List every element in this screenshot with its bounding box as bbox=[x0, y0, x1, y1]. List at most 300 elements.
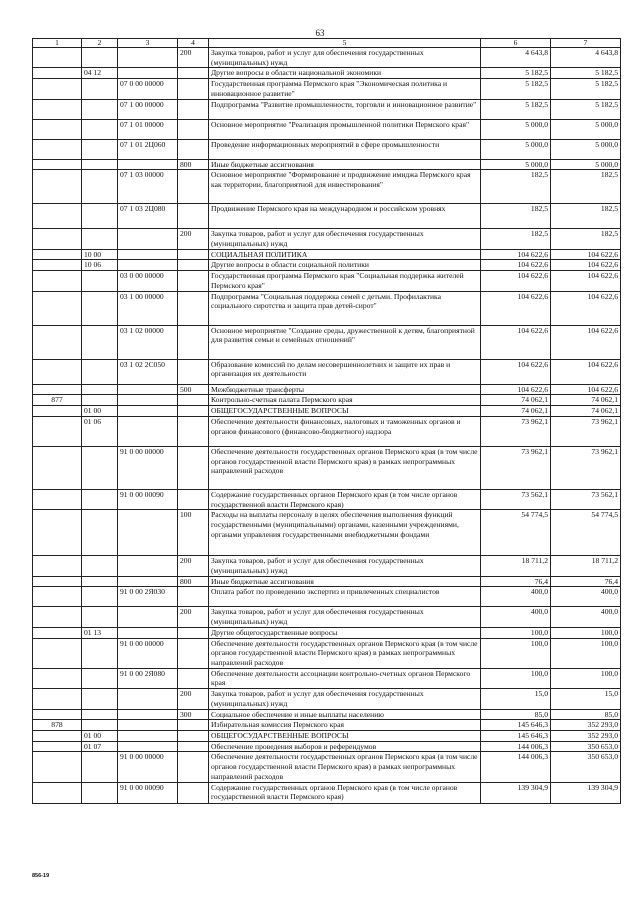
cell-col7: 15,0 bbox=[551, 689, 621, 709]
cell-col3 bbox=[118, 159, 178, 170]
cell-col5: Избирательная комиссия Пермского края bbox=[209, 720, 481, 731]
cell-col1 bbox=[33, 68, 82, 79]
cell-col7: 182,5 bbox=[551, 229, 621, 249]
cell-col6: 104 622,6 bbox=[481, 325, 551, 359]
cell-col6: 144 006,3 bbox=[481, 741, 551, 752]
cell-col6: 100,0 bbox=[481, 627, 551, 638]
cell-col4: 200 bbox=[178, 556, 209, 576]
cell-col3 bbox=[118, 627, 178, 638]
cell-col3: 07 0 00 00000 bbox=[118, 79, 178, 99]
cell-col1 bbox=[33, 406, 82, 417]
cell-col5: Иные бюджетные ассигнования bbox=[209, 576, 481, 587]
cell-col3: 91 0 00 00000 bbox=[118, 752, 178, 782]
table-row bbox=[33, 79, 621, 99]
cell-col6: 104 622,6 bbox=[481, 359, 551, 384]
table-row bbox=[33, 170, 621, 204]
cell-col3: 91 0 00 00090 bbox=[118, 782, 178, 803]
table-row bbox=[33, 249, 621, 260]
cell-col6: 73 562,1 bbox=[481, 489, 551, 509]
cell-col6: 4 643,8 bbox=[481, 48, 551, 68]
cell-col7: 73 962,1 bbox=[551, 416, 621, 446]
budget-table bbox=[32, 38, 621, 804]
cell-col7: 104 622,6 bbox=[551, 325, 621, 359]
cell-col6: 5 000,0 bbox=[481, 159, 551, 170]
cell-col1 bbox=[33, 607, 82, 627]
cell-col2 bbox=[82, 291, 118, 325]
table-row bbox=[33, 99, 621, 119]
cell-col2 bbox=[82, 159, 118, 170]
cell-col6: 15,0 bbox=[481, 689, 551, 709]
cell-col5: Закупка товаров, работ и услуг для обеспечения государственных (муниципальных) нужд bbox=[209, 229, 481, 249]
cell-col7: 100,0 bbox=[551, 627, 621, 638]
cell-col5: Другие вопросы в области социальной политики bbox=[209, 260, 481, 271]
cell-col1 bbox=[33, 384, 82, 395]
cell-col6: 182,5 bbox=[481, 170, 551, 204]
cell-col7: 350 653,0 bbox=[551, 741, 621, 752]
cell-col5: Основное мероприятие "Формирование и продвижение имиджа Пермского края как территории, благоприятной для инвестирования" bbox=[209, 170, 481, 204]
cell-col7: 182,5 bbox=[551, 204, 621, 229]
cell-col7: 5 182,5 bbox=[551, 79, 621, 99]
cell-col3 bbox=[118, 741, 178, 752]
header-cell: 7 bbox=[551, 39, 621, 48]
cell-col4 bbox=[178, 170, 209, 204]
table-row bbox=[33, 607, 621, 627]
cell-col3: 03 1 02 2С050 bbox=[118, 359, 178, 384]
cell-col2: 10 00 bbox=[82, 249, 118, 260]
cell-col3 bbox=[118, 229, 178, 249]
cell-col1 bbox=[33, 709, 82, 720]
cell-col5: Основное мероприятие "Реализация промышленной политики Пермского края" bbox=[209, 119, 481, 139]
cell-col2 bbox=[82, 229, 118, 249]
cell-col1 bbox=[33, 139, 82, 159]
table-row bbox=[33, 48, 621, 68]
cell-col6: 54 774,5 bbox=[481, 510, 551, 556]
cell-col7: 352 293,0 bbox=[551, 720, 621, 731]
cell-col4: 500 bbox=[178, 384, 209, 395]
cell-col2 bbox=[82, 489, 118, 509]
cell-col1 bbox=[33, 731, 82, 742]
cell-col7: 400,0 bbox=[551, 587, 621, 607]
cell-col4 bbox=[178, 627, 209, 638]
cell-col4 bbox=[178, 271, 209, 291]
cell-col2 bbox=[82, 139, 118, 159]
cell-col4: 800 bbox=[178, 159, 209, 170]
cell-col7: 73 562,1 bbox=[551, 489, 621, 509]
cell-col1 bbox=[33, 416, 82, 446]
cell-col7: 5 000,0 bbox=[551, 119, 621, 139]
cell-col7: 104 622,6 bbox=[551, 260, 621, 271]
cell-col7: 74 062,1 bbox=[551, 395, 621, 406]
cell-col7: 352 293,0 bbox=[551, 731, 621, 742]
cell-col1 bbox=[33, 249, 82, 260]
cell-col1 bbox=[33, 159, 82, 170]
cell-col2 bbox=[82, 556, 118, 576]
cell-col2 bbox=[82, 119, 118, 139]
cell-col4 bbox=[178, 720, 209, 731]
cell-col3 bbox=[118, 556, 178, 576]
cell-col4 bbox=[178, 489, 209, 509]
header-cell: 2 bbox=[82, 39, 118, 48]
cell-col3: 07 1 03 2Ц080 bbox=[118, 204, 178, 229]
cell-col3 bbox=[118, 576, 178, 587]
table-row bbox=[33, 782, 621, 803]
cell-col4 bbox=[178, 291, 209, 325]
cell-col1 bbox=[33, 325, 82, 359]
cell-col2 bbox=[82, 359, 118, 384]
table-row bbox=[33, 406, 621, 417]
cell-col3 bbox=[118, 720, 178, 731]
cell-col6: 104 622,6 bbox=[481, 249, 551, 260]
cell-col5: Закупка товаров, работ и услуг для обеспечения государственных (муниципальных) нужд bbox=[209, 556, 481, 576]
cell-col1: 877 bbox=[33, 395, 82, 406]
cell-col3 bbox=[118, 709, 178, 720]
cell-col3 bbox=[118, 68, 178, 79]
cell-col2 bbox=[82, 204, 118, 229]
cell-col1 bbox=[33, 271, 82, 291]
cell-col2 bbox=[82, 689, 118, 709]
table-row bbox=[33, 271, 621, 291]
cell-col4 bbox=[178, 406, 209, 417]
table-row bbox=[33, 68, 621, 79]
cell-col7: 104 622,6 bbox=[551, 271, 621, 291]
cell-col5: Другие вопросы в области национальной экономики bbox=[209, 68, 481, 79]
cell-col6: 73 962,1 bbox=[481, 416, 551, 446]
cell-col4 bbox=[178, 325, 209, 359]
cell-col5: Закупка товаров, работ и услуг для обеспечения государственных (муниципальных) нужд bbox=[209, 48, 481, 68]
cell-col7: 100,0 bbox=[551, 638, 621, 668]
cell-col1 bbox=[33, 119, 82, 139]
cell-col4 bbox=[178, 638, 209, 668]
cell-col6: 104 622,6 bbox=[481, 291, 551, 325]
table-row bbox=[33, 709, 621, 720]
cell-col2 bbox=[82, 170, 118, 204]
cell-col4: 300 bbox=[178, 709, 209, 720]
table-row bbox=[33, 204, 621, 229]
cell-col5: Содержание государственных органов Пермского края (в том числе органов государственной власти Пермского края) bbox=[209, 489, 481, 509]
cell-col4 bbox=[178, 99, 209, 119]
cell-col4 bbox=[178, 204, 209, 229]
header-row bbox=[33, 39, 621, 48]
table-row bbox=[33, 119, 621, 139]
table-row bbox=[33, 638, 621, 668]
table-row bbox=[33, 416, 621, 446]
cell-col2: 01 00 bbox=[82, 406, 118, 417]
cell-col7: 5 000,0 bbox=[551, 139, 621, 159]
cell-col5: Обеспечение деятельности государственных органов Пермского края (в том числе органов государственной власти Пермского края) в рамках непрограммных направлений расходов bbox=[209, 638, 481, 668]
table-row bbox=[33, 359, 621, 384]
cell-col4: 200 bbox=[178, 689, 209, 709]
table-row bbox=[33, 139, 621, 159]
cell-col4 bbox=[178, 359, 209, 384]
cell-col5: Обеспечение проведения выборов и референдумов bbox=[209, 741, 481, 752]
cell-col7: 104 622,6 bbox=[551, 359, 621, 384]
cell-col7: 85,0 bbox=[551, 709, 621, 720]
cell-col5: Проведение информационных мероприятий в сфере промышленности bbox=[209, 139, 481, 159]
table-row bbox=[33, 720, 621, 731]
cell-col7: 400,0 bbox=[551, 607, 621, 627]
cell-col6: 400,0 bbox=[481, 607, 551, 627]
cell-col6: 400,0 bbox=[481, 587, 551, 607]
cell-col3 bbox=[118, 260, 178, 271]
cell-col1: 878 bbox=[33, 720, 82, 731]
cell-col6: 74 062,1 bbox=[481, 406, 551, 417]
cell-col3 bbox=[118, 48, 178, 68]
cell-col4 bbox=[178, 260, 209, 271]
cell-col1 bbox=[33, 489, 82, 509]
cell-col7: 18 711,2 bbox=[551, 556, 621, 576]
cell-col2 bbox=[82, 384, 118, 395]
cell-col2: 10 06 bbox=[82, 260, 118, 271]
cell-col3 bbox=[118, 406, 178, 417]
cell-col7: 76,4 bbox=[551, 576, 621, 587]
cell-col1 bbox=[33, 48, 82, 68]
header-cell: 5 bbox=[209, 39, 481, 48]
table-row bbox=[33, 446, 621, 489]
cell-col1 bbox=[33, 627, 82, 638]
cell-col3 bbox=[118, 731, 178, 742]
cell-col6: 5 182,5 bbox=[481, 68, 551, 79]
cell-col5: Закупка товаров, работ и услуг для обеспечения государственных (муниципальных) нужд bbox=[209, 689, 481, 709]
cell-col3 bbox=[118, 510, 178, 556]
cell-col5: Межбюджетные трансферты bbox=[209, 384, 481, 395]
cell-col2 bbox=[82, 79, 118, 99]
cell-col2 bbox=[82, 668, 118, 688]
cell-col7: 104 622,6 bbox=[551, 249, 621, 260]
cell-col5: Обеспечение деятельности государственных органов Пермского края (в том числе органов государственной власти Пермского края) в рамках непрограммных направлений расходов bbox=[209, 446, 481, 489]
cell-col3: 07 1 01 00000 bbox=[118, 119, 178, 139]
cell-col4 bbox=[178, 446, 209, 489]
table-row bbox=[33, 291, 621, 325]
cell-col4: 100 bbox=[178, 510, 209, 556]
table-row bbox=[33, 627, 621, 638]
cell-col3: 03 1 00 00000 bbox=[118, 291, 178, 325]
cell-col7: 104 622,6 bbox=[551, 384, 621, 395]
cell-col2 bbox=[82, 446, 118, 489]
cell-col2 bbox=[82, 752, 118, 782]
cell-col7: 5 182,5 bbox=[551, 99, 621, 119]
cell-col2 bbox=[82, 99, 118, 119]
cell-col6: 144 006,3 bbox=[481, 752, 551, 782]
table-row bbox=[33, 260, 621, 271]
cell-col3: 03 1 02 00000 bbox=[118, 325, 178, 359]
cell-col4 bbox=[178, 782, 209, 803]
cell-col5: СОЦИАЛЬНАЯ ПОЛИТИКА bbox=[209, 249, 481, 260]
cell-col6: 145 646,3 bbox=[481, 731, 551, 742]
cell-col1 bbox=[33, 79, 82, 99]
table-row bbox=[33, 741, 621, 752]
cell-col3 bbox=[118, 689, 178, 709]
cell-col2: 01 13 bbox=[82, 627, 118, 638]
cell-col6: 104 622,6 bbox=[481, 260, 551, 271]
table-row bbox=[33, 325, 621, 359]
cell-col5: Государственная программа Пермского края "Экономическая политика и инновационное развитие" bbox=[209, 79, 481, 99]
cell-col2 bbox=[82, 709, 118, 720]
cell-col1 bbox=[33, 782, 82, 803]
cell-col3: 91 0 00 00000 bbox=[118, 638, 178, 668]
table-row bbox=[33, 587, 621, 607]
cell-col4 bbox=[178, 79, 209, 99]
cell-col3: 91 0 00 00090 bbox=[118, 489, 178, 509]
cell-col5: Социальное обеспечение и иные выплаты населению bbox=[209, 709, 481, 720]
cell-col4 bbox=[178, 249, 209, 260]
cell-col6: 73 962,1 bbox=[481, 446, 551, 489]
cell-col6: 100,0 bbox=[481, 638, 551, 668]
cell-col7: 139 304,9 bbox=[551, 782, 621, 803]
table-row bbox=[33, 556, 621, 576]
cell-col7: 4 643,8 bbox=[551, 48, 621, 68]
cell-col6: 100,0 bbox=[481, 668, 551, 688]
cell-col5: ОБЩЕГОСУДАРСТВЕННЫЕ ВОПРОСЫ bbox=[209, 731, 481, 742]
header-cell: 3 bbox=[118, 39, 178, 48]
cell-col5: Расходы на выплаты персоналу в целях обеспечения выполнения функций государственными (муниципальными) органами, казенными учреждениями, органами управления государственными внебюджетными фондами bbox=[209, 510, 481, 556]
cell-col3: 03 0 00 00000 bbox=[118, 271, 178, 291]
table-row bbox=[33, 510, 621, 556]
cell-col7: 5 182,5 bbox=[551, 68, 621, 79]
cell-col6: 139 304,9 bbox=[481, 782, 551, 803]
cell-col6: 145 646,3 bbox=[481, 720, 551, 731]
cell-col6: 182,5 bbox=[481, 204, 551, 229]
cell-col3: 07 1 03 00000 bbox=[118, 170, 178, 204]
cell-col5: Иные бюджетные ассигнования bbox=[209, 159, 481, 170]
cell-col6: 5 182,5 bbox=[481, 79, 551, 99]
cell-col1 bbox=[33, 668, 82, 688]
cell-col2: 01 06 bbox=[82, 416, 118, 446]
cell-col1 bbox=[33, 638, 82, 668]
cell-col1 bbox=[33, 587, 82, 607]
cell-col1 bbox=[33, 446, 82, 489]
cell-col5: Контрольно-счетная палата Пермского края bbox=[209, 395, 481, 406]
cell-col3: 91 0 00 00000 bbox=[118, 446, 178, 489]
cell-col6: 18 711,2 bbox=[481, 556, 551, 576]
cell-col7: 100,0 bbox=[551, 668, 621, 688]
cell-col5: Основное мероприятие "Создание среды, дружественной к детям, благоприятной для развития семьи и семейных отношений" bbox=[209, 325, 481, 359]
cell-col1 bbox=[33, 291, 82, 325]
cell-col2 bbox=[82, 587, 118, 607]
cell-col3: 91 0 00 2Я030 bbox=[118, 587, 178, 607]
table-row bbox=[33, 668, 621, 688]
cell-col1 bbox=[33, 510, 82, 556]
cell-col1 bbox=[33, 576, 82, 587]
cell-col3 bbox=[118, 416, 178, 446]
cell-col5: Оплата работ по проведению экспертиз и привлеченных специалистов bbox=[209, 587, 481, 607]
cell-col3 bbox=[118, 395, 178, 406]
cell-col6: 182,5 bbox=[481, 229, 551, 249]
table-row bbox=[33, 752, 621, 782]
cell-col2 bbox=[82, 325, 118, 359]
cell-col3 bbox=[118, 384, 178, 395]
cell-col3: 07 1 01 2Ц060 bbox=[118, 139, 178, 159]
cell-col2 bbox=[82, 48, 118, 68]
table-row bbox=[33, 576, 621, 587]
cell-col1 bbox=[33, 359, 82, 384]
cell-col4: 200 bbox=[178, 607, 209, 627]
table-row bbox=[33, 489, 621, 509]
table-row bbox=[33, 395, 621, 406]
cell-col2 bbox=[82, 395, 118, 406]
cell-col5: ОБЩЕГОСУДАРСТВЕННЫЕ ВОПРОСЫ bbox=[209, 406, 481, 417]
cell-col4: 200 bbox=[178, 48, 209, 68]
cell-col6: 5 000,0 bbox=[481, 139, 551, 159]
cell-col3: 07 1 00 00000 bbox=[118, 99, 178, 119]
cell-col5: Содержание государственных органов Пермского края (в том числе органов государственной власти Пермского края) bbox=[209, 782, 481, 803]
cell-col7: 350 653,0 bbox=[551, 752, 621, 782]
cell-col1 bbox=[33, 204, 82, 229]
cell-col2: 01 00 bbox=[82, 731, 118, 742]
header-cell: 1 bbox=[33, 39, 82, 48]
cell-col2 bbox=[82, 782, 118, 803]
table-row bbox=[33, 731, 621, 742]
cell-col7: 74 062,1 bbox=[551, 406, 621, 417]
cell-col2 bbox=[82, 720, 118, 731]
cell-col7: 54 774,5 bbox=[551, 510, 621, 556]
cell-col4 bbox=[178, 416, 209, 446]
cell-col7: 73 962,1 bbox=[551, 446, 621, 489]
cell-col4 bbox=[178, 741, 209, 752]
cell-col7: 104 622,6 bbox=[551, 291, 621, 325]
cell-col5: Закупка товаров, работ и услуг для обеспечения государственных (муниципальных) нужд bbox=[209, 607, 481, 627]
cell-col4 bbox=[178, 68, 209, 79]
cell-col4 bbox=[178, 587, 209, 607]
cell-col6: 85,0 bbox=[481, 709, 551, 720]
table-row bbox=[33, 689, 621, 709]
table-row bbox=[33, 159, 621, 170]
header-cell: 6 bbox=[481, 39, 551, 48]
cell-col4 bbox=[178, 752, 209, 782]
cell-col2 bbox=[82, 576, 118, 587]
cell-col7: 182,5 bbox=[551, 170, 621, 204]
cell-col1 bbox=[33, 170, 82, 204]
cell-col5: Образование комиссий по делам несовершеннолетних и защите их прав и организация их деятельности bbox=[209, 359, 481, 384]
cell-col1 bbox=[33, 99, 82, 119]
cell-col6: 5 182,5 bbox=[481, 99, 551, 119]
cell-col2: 01 07 bbox=[82, 741, 118, 752]
cell-col1 bbox=[33, 260, 82, 271]
cell-col4 bbox=[178, 731, 209, 742]
cell-col4 bbox=[178, 668, 209, 688]
table-row bbox=[33, 384, 621, 395]
cell-col4: 800 bbox=[178, 576, 209, 587]
cell-col2 bbox=[82, 510, 118, 556]
cell-col5: Обеспечение деятельности ассоциации контрольно-счетных органов Пермского края bbox=[209, 668, 481, 688]
cell-col1 bbox=[33, 689, 82, 709]
cell-col2 bbox=[82, 638, 118, 668]
cell-col7: 5 000,0 bbox=[551, 159, 621, 170]
cell-col2 bbox=[82, 271, 118, 291]
cell-col5: Подпрограмма "Социальная поддержка семей с детьми. Профилактика социального сиротства и защита прав детей-сирот" bbox=[209, 291, 481, 325]
cell-col6: 104 622,6 bbox=[481, 384, 551, 395]
cell-col5: Обеспечение деятельности государственных органов Пермского края (в том числе органов государственной власти Пермского края) в рамках непрограммных направлений расходов bbox=[209, 752, 481, 782]
cell-col4: 200 bbox=[178, 229, 209, 249]
cell-col4 bbox=[178, 395, 209, 406]
cell-col1 bbox=[33, 752, 82, 782]
table-row bbox=[33, 229, 621, 249]
cell-col6: 104 622,6 bbox=[481, 271, 551, 291]
cell-col2: 04 12 bbox=[82, 68, 118, 79]
cell-col3 bbox=[118, 249, 178, 260]
footer-code: 856-19 bbox=[32, 873, 50, 879]
cell-col3 bbox=[118, 607, 178, 627]
cell-col5: Другие общегосударственные вопросы bbox=[209, 627, 481, 638]
cell-col4 bbox=[178, 139, 209, 159]
page-number: 63 bbox=[315, 28, 325, 38]
cell-col6: 76,4 bbox=[481, 576, 551, 587]
cell-col6: 5 000,0 bbox=[481, 119, 551, 139]
cell-col5: Продвижение Пермского края на международном и российском уровнях bbox=[209, 204, 481, 229]
cell-col6: 74 062,1 bbox=[481, 395, 551, 406]
cell-col4 bbox=[178, 119, 209, 139]
cell-col3: 91 0 00 2Я080 bbox=[118, 668, 178, 688]
header-cell: 4 bbox=[178, 39, 209, 48]
